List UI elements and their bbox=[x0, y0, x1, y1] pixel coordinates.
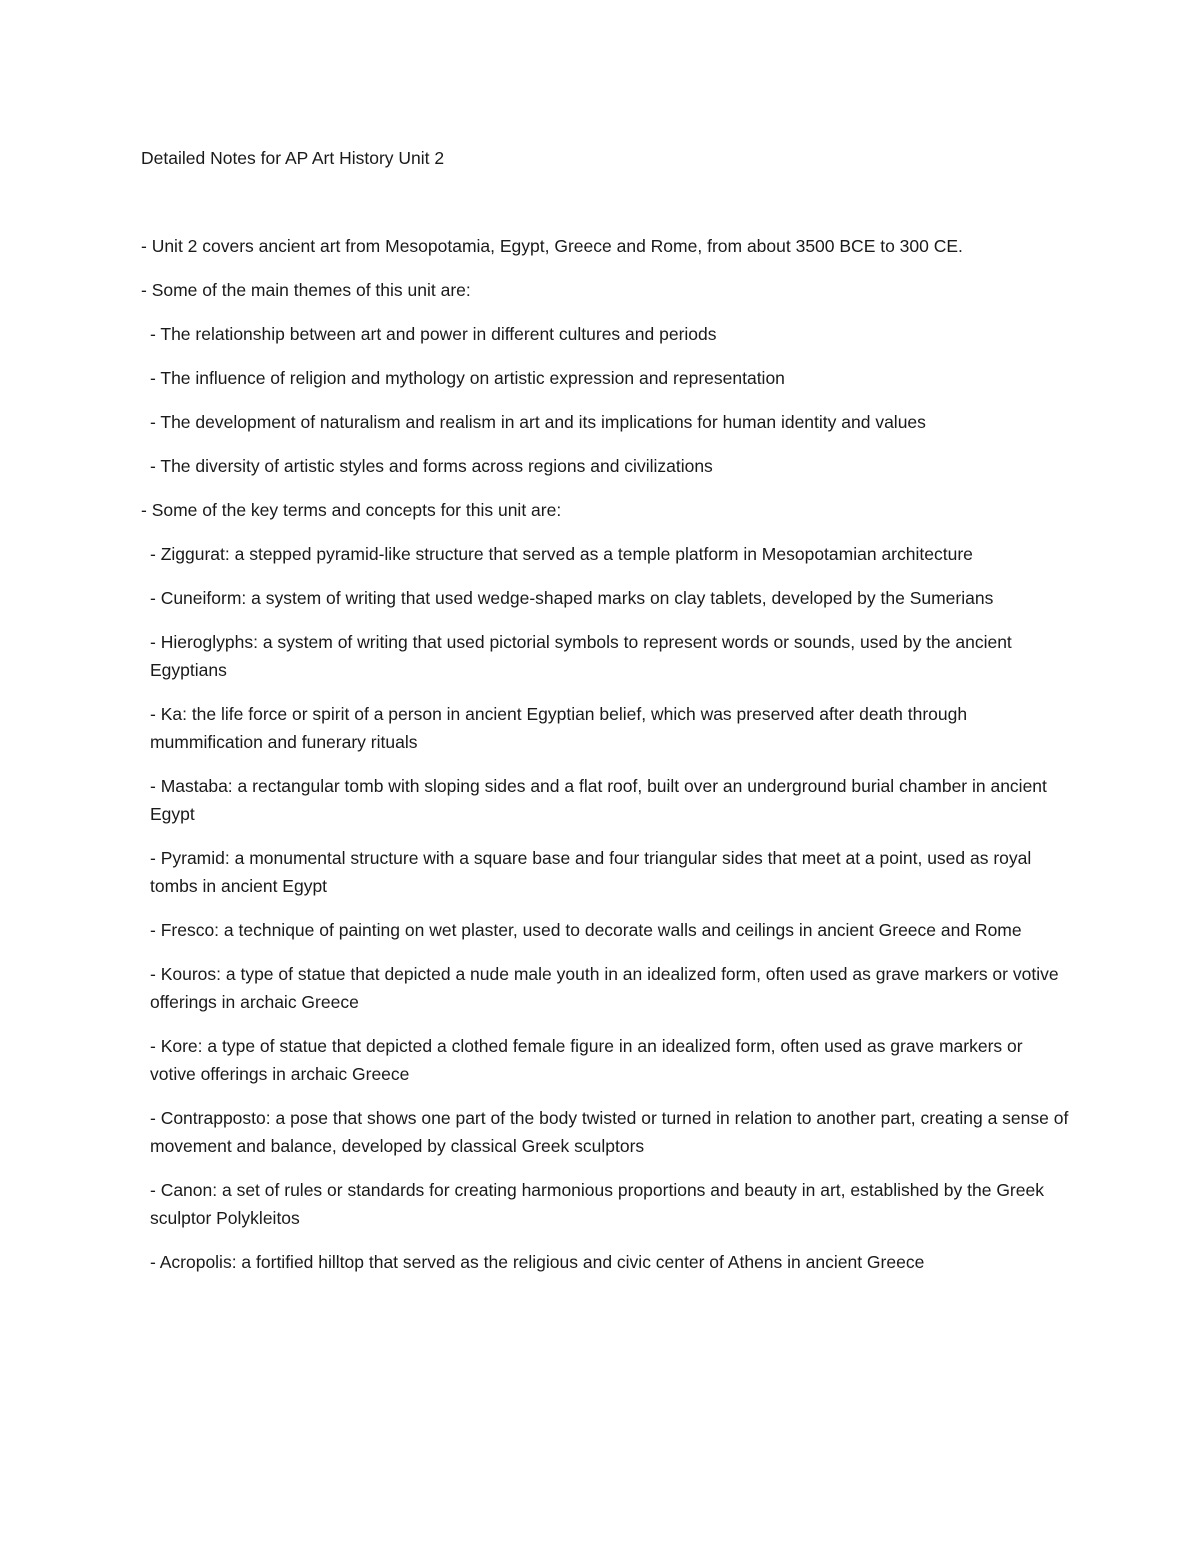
term-definition: - Ziggurat: a stepped pyramid-like structure that served as a temple platform in Mesopotamian architecture bbox=[150, 544, 973, 564]
note-item: - Some of the key terms and concepts for this unit are: bbox=[141, 500, 562, 520]
term-definition: - Kore: a type of statue that depicted a clothed female figure in an idealized form, often used as grave markers or votive offerings in archaic Greece bbox=[150, 1036, 1023, 1084]
note-item: - Unit 2 covers ancient art from Mesopotamia, Egypt, Greece and Rome, from about 3500 BCE to 300 CE. bbox=[141, 236, 963, 256]
note-subitem: - The development of naturalism and realism in art and its implications for human identity and values bbox=[150, 412, 926, 432]
term-definition: - Ka: the life force or spirit of a person in ancient Egyptian belief, which was preserved after death through mummification and funerary rituals bbox=[150, 704, 968, 752]
note-subitem: - The influence of religion and mythology on artistic expression and representation bbox=[150, 368, 785, 388]
term-definition: - Canon: a set of rules or standards for creating harmonious proportions and beauty in art, established by the Greek sculptor Polykleitos bbox=[150, 1180, 1044, 1228]
notes-list bbox=[141, 232, 1071, 1292]
document-title: Detailed Notes for AP Art History Unit 2 bbox=[141, 148, 445, 168]
term-definition: - Contrapposto: a pose that shows one part of the body twisted or turned in relation to another part, creating a sense of movement and balance, developed by classical Greek sculptors bbox=[150, 1108, 1069, 1156]
term-definition: - Acropolis: a fortified hilltop that served as the religious and civic center of Athens in ancient Greece bbox=[150, 1252, 925, 1272]
term-definition: - Cuneiform: a system of writing that used wedge-shaped marks on clay tablets, developed by the Sumerians bbox=[150, 588, 994, 608]
term-definition: - Kouros: a type of statue that depicted a nude male youth in an idealized form, often used as grave markers or votive offerings in archaic Greece bbox=[150, 964, 1059, 1012]
note-subitem: - The diversity of artistic styles and forms across regions and civilizations bbox=[150, 456, 713, 476]
term-definition: - Pyramid: a monumental structure with a square base and four triangular sides that meet at a point, used as royal tombs in ancient Egypt bbox=[150, 848, 1032, 896]
term-definition: - Fresco: a technique of painting on wet plaster, used to decorate walls and ceilings in ancient Greece and Rome bbox=[150, 920, 1022, 940]
note-item: - Some of the main themes of this unit are: bbox=[141, 280, 471, 300]
term-definition: - Hieroglyphs: a system of writing that used pictorial symbols to represent words or sounds, used by the ancient Egyptians bbox=[150, 632, 1012, 680]
note-subitem: - The relationship between art and power in different cultures and periods bbox=[150, 324, 717, 344]
term-definition: - Mastaba: a rectangular tomb with sloping sides and a flat roof, built over an underground burial chamber in ancient Egypt bbox=[150, 776, 1047, 824]
